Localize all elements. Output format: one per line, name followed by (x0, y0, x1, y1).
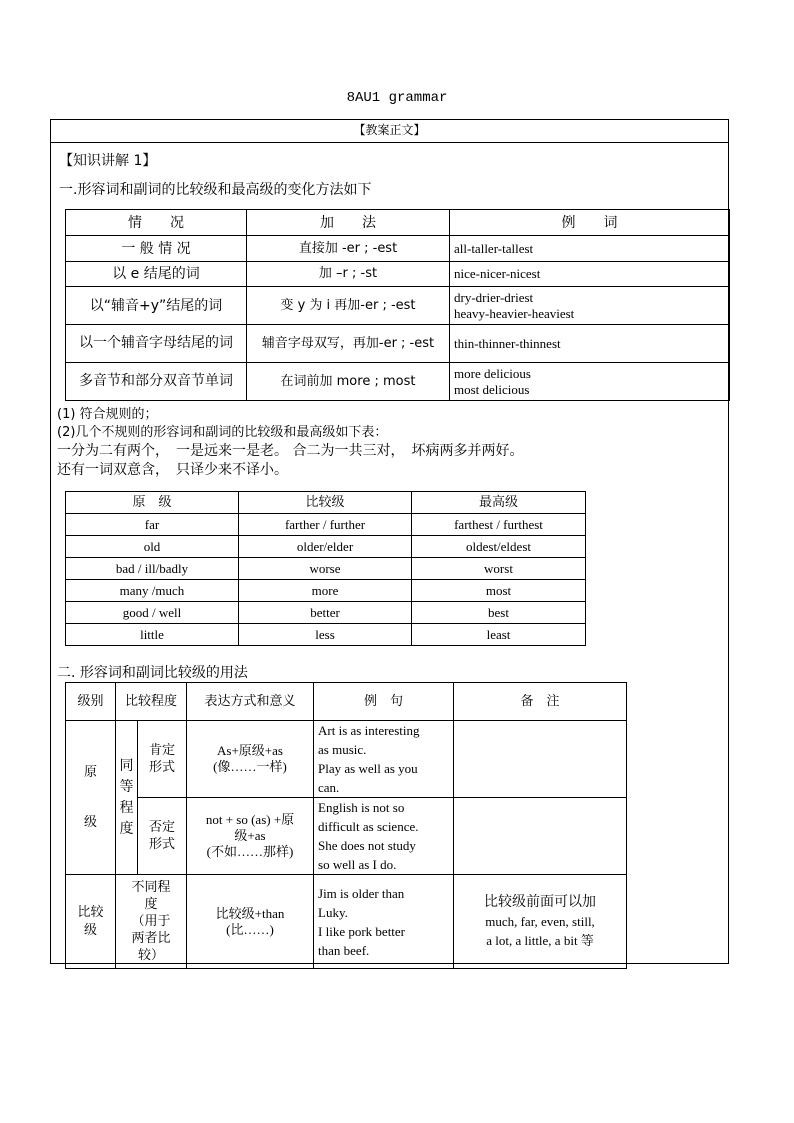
table-row (66, 514, 586, 536)
table-row (66, 602, 586, 624)
superlative-form: best (412, 602, 586, 624)
example-line: Art is as interesting (318, 723, 420, 738)
degree-line: 度 (144, 897, 158, 912)
comparative-form: older/elder (239, 536, 412, 558)
section2-heading: 二. 形容词和副词比较级的用法 (57, 665, 248, 681)
rule-method: 变 y 为 i 再加-er ; -est (247, 287, 450, 325)
comparative-form: more (239, 580, 412, 602)
negative-expression (187, 798, 314, 875)
remark-empty (454, 721, 627, 798)
usage-table (65, 682, 627, 969)
rule-case: 一 般 情 况 (66, 236, 247, 262)
degree-equal: 同等程度 (116, 721, 138, 875)
affirmative-expression (187, 721, 314, 798)
expr-line: 级+as (234, 828, 266, 843)
base-form: good / well (66, 602, 239, 624)
remark-empty (454, 798, 627, 875)
example-line: English is not so (318, 800, 405, 815)
table-header: 比较级 (239, 492, 412, 514)
rule-case: 多音节和部分双音节单词 (66, 363, 247, 401)
table-row (66, 580, 586, 602)
table-row (66, 624, 586, 646)
degree-line: 两者比 (131, 931, 171, 946)
example-line: Play as well as you (318, 761, 418, 776)
rule-example: all-taller-tallest (450, 236, 730, 262)
comparative-examples (314, 875, 454, 969)
expr-line: (比……) (226, 921, 274, 937)
comparative-form: worse (239, 558, 412, 580)
level-comparative: 比较级 (66, 875, 116, 969)
rule-example: thin-thinner-thinnest (450, 325, 730, 363)
affirmative-label: 肯定形式 (138, 721, 187, 798)
rule-example: nice-nicer-nicest (450, 262, 730, 287)
base-form: far (66, 514, 239, 536)
table-header: 比较程度 (116, 683, 187, 721)
rule-method: 加 –r ; -st (247, 262, 450, 287)
example-line: so well as I do. (318, 857, 397, 872)
expr-line: (不如……那样) (206, 844, 294, 859)
example-line: Jim is older than (318, 885, 405, 901)
rule-method: 直接加 -er ; -est (247, 236, 450, 262)
example-line: I like pork better (318, 923, 406, 939)
comparative-form: less (239, 624, 412, 646)
table-header: 情 况 (66, 210, 247, 236)
table-row (66, 558, 586, 580)
remark-line: much, far, even, still, (485, 914, 595, 929)
example-line: difficult as science. (318, 819, 419, 834)
table-header: 例 词 (450, 210, 730, 236)
irregular-table (65, 491, 586, 646)
remark-line: a lot, a little, a bit 等 (486, 933, 594, 948)
superlative-form: farthest / furthest (412, 514, 586, 536)
rule-case: 以“辅音+y”结尾的词 (66, 287, 247, 325)
example-line: more delicious (454, 365, 531, 381)
table-header: 原 级 (66, 492, 239, 514)
document-title: 8AU1 grammar (346, 90, 448, 106)
comparative-expression (187, 875, 314, 969)
expr-line: As+原级+as (217, 743, 283, 758)
level-char: 级 (83, 814, 97, 830)
superlative-form: least (412, 624, 586, 646)
degree-line: 不同程 (131, 880, 171, 895)
negative-examples (314, 798, 454, 875)
note-irregular: (2)几个不规则的形容词和副词的比较级和最高级如下表： (57, 425, 388, 440)
rule-case: 以一个辅音字母结尾的词 (66, 325, 247, 363)
comparative-remark (454, 875, 627, 969)
affirmative-examples (314, 721, 454, 798)
section-tag: 【知识讲解 1】 (59, 153, 157, 169)
mnemonic-line-1: 一分为二有两个， 一是远来一是老。 合二为一共三对， 坏病两多并两好。 (57, 443, 524, 459)
expr-line: (像……一样) (213, 759, 287, 774)
example-line: as music. (318, 742, 367, 757)
expr-line: 比较级+than (215, 905, 285, 921)
table-header: 最高级 (412, 492, 586, 514)
table-header: 级别 (66, 683, 116, 721)
example-line: dry-drier-driest (454, 289, 534, 305)
rule-method: 辅音字母双写，再加-er ; -est (247, 325, 450, 363)
base-form: little (66, 624, 239, 646)
superlative-form: oldest/eldest (412, 536, 586, 558)
note-regular: (1) 符合规则的； (57, 407, 158, 422)
comparative-form: farther / further (239, 514, 412, 536)
degree-different (116, 875, 187, 969)
example-line: can. (318, 780, 340, 795)
degree-line: 较） (138, 948, 165, 963)
rules-table (65, 209, 730, 401)
remark-line: 比较级前面可以加 (484, 894, 597, 910)
rule-example (450, 363, 730, 401)
comparative-form: better (239, 602, 412, 624)
example-line: most delicious (454, 381, 530, 397)
example-line: She does not study (318, 838, 416, 853)
expr-line: not + so (as) +原 (205, 812, 295, 827)
degree-line: （用于 (131, 914, 171, 929)
table-header: 加 法 (247, 210, 450, 236)
table-header: 备 注 (454, 683, 627, 721)
section1-heading: 一.形容词和副词的比较级和最高级的变化方法如下 (59, 182, 372, 198)
superlative-form: worst (412, 558, 586, 580)
negative-label: 否定形式 (138, 798, 187, 875)
table-row (66, 536, 586, 558)
rule-case: 以 e 结尾的词 (66, 262, 247, 287)
rule-example (450, 287, 730, 325)
base-form: old (66, 536, 239, 558)
superlative-form: most (412, 580, 586, 602)
table-header: 表达方式和意义 (187, 683, 314, 721)
level-original (66, 721, 116, 875)
mnemonic-line-2: 还有一词双意含， 只译少来不译小。 (57, 462, 288, 478)
example-line: Luky. (318, 904, 348, 920)
base-form: bad / ill/badly (66, 558, 239, 580)
rule-method: 在词前加 more ; most (247, 363, 450, 401)
example-line: heavy-heavier-heaviest (454, 305, 575, 321)
lesson-plan-frame (50, 119, 729, 964)
base-form: many /much (66, 580, 239, 602)
level-char: 原 (83, 764, 97, 780)
table-header: 例 句 (314, 683, 454, 721)
example-line: than beef. (318, 942, 370, 958)
frame-header: 【教案正文】 (51, 120, 728, 143)
